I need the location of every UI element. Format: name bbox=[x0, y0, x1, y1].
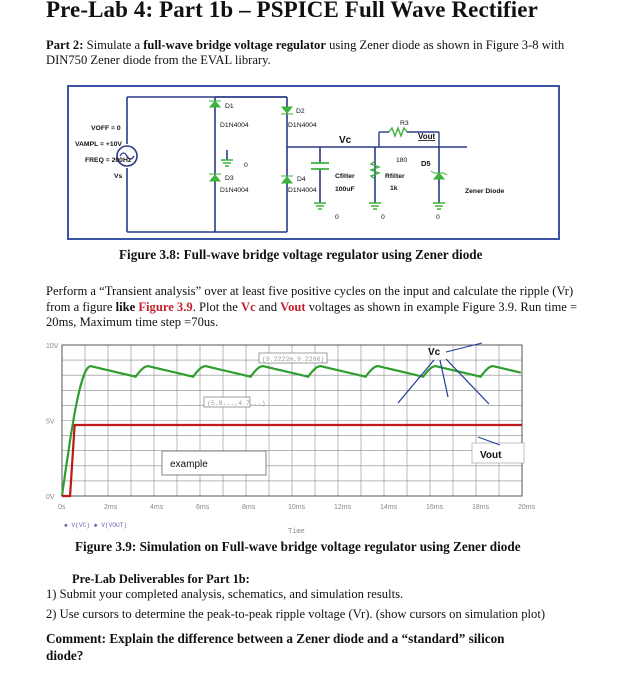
d4-part: D1N4004 bbox=[288, 187, 317, 194]
part2-text-b: using Zener diode as shown in Figure 3-8 with bbox=[325, 38, 565, 52]
instr-figure-ref: Figure 3.9 bbox=[138, 300, 193, 314]
y-tick-label: 0V bbox=[46, 494, 55, 501]
d1-part: D1N4004 bbox=[220, 122, 249, 129]
d2-ref: D2 bbox=[296, 108, 305, 115]
r3-value: 180 bbox=[396, 157, 408, 164]
plot-vc-label: Vc bbox=[428, 347, 441, 358]
zener-label: Zener Diode bbox=[465, 188, 505, 195]
d3-ref: D3 bbox=[225, 175, 234, 182]
x-tick-label: 8ms bbox=[242, 504, 256, 511]
source-vampl: VAMPL = +10V bbox=[75, 141, 122, 148]
capacitor-icon bbox=[311, 163, 329, 169]
source-freq: FREQ = 200Hz bbox=[85, 157, 132, 164]
d5-ref: D5 bbox=[421, 159, 431, 168]
resistor-r3-icon bbox=[389, 128, 407, 136]
node-vout-label: Vout bbox=[418, 132, 436, 141]
gnd3-label: 0 bbox=[436, 214, 440, 221]
simulation-plot bbox=[46, 341, 586, 537]
gnd1-label: 0 bbox=[335, 214, 339, 221]
plot-grid bbox=[62, 345, 522, 496]
instr-l2-d: voltages as shown in example Figure 3.9. Run time = bbox=[305, 300, 578, 314]
y-tick-label: 10V bbox=[46, 343, 59, 350]
d3-part: D1N4004 bbox=[220, 187, 249, 194]
instr-vout: Vout bbox=[280, 300, 306, 314]
x-tick-label: 20ms bbox=[518, 504, 536, 511]
x-tick-label: 6ms bbox=[196, 504, 210, 511]
source-voff: VOFF = 0 bbox=[91, 125, 121, 132]
cfilter-value: 100uF bbox=[335, 186, 355, 193]
instruction-line1: Perform a “Transient analysis” over at least five positive cycles on the input and calculate the ripple (Vr) bbox=[46, 284, 574, 298]
example-label: example bbox=[170, 459, 208, 470]
instruction-line2 bbox=[46, 300, 577, 316]
x-axis-label: Time bbox=[288, 528, 305, 536]
comment-line1: Comment: Explain the difference between a Zener diode and a “standard” silicon bbox=[46, 631, 505, 646]
deliverable-item-2: 2) Use cursors to determine the peak-to-peak ripple voltage (Vr). (show cursors on simulation plot) bbox=[46, 607, 546, 621]
d4-ref: D4 bbox=[297, 176, 306, 183]
gnd2-label: 0 bbox=[381, 214, 385, 221]
x-tick-label: 12ms bbox=[334, 504, 352, 511]
x-tick-label: 14ms bbox=[380, 504, 398, 511]
diode-d1-icon bbox=[210, 101, 220, 107]
diode-d2-icon bbox=[282, 107, 292, 113]
x-tick-label: 0s bbox=[58, 504, 66, 511]
instr-l2-c: and bbox=[255, 300, 281, 314]
ground-icons bbox=[221, 160, 445, 209]
r3-ref: R3 bbox=[400, 120, 409, 127]
cfilter-name: Cfilter bbox=[335, 173, 355, 180]
plot-vout-label: Vout bbox=[480, 450, 502, 461]
x-tick-label: 18ms bbox=[472, 504, 490, 511]
plot-legend: ◆ V(VC) ◆ V(VOUT) bbox=[64, 522, 128, 529]
figure-3-8-caption: Figure 3.8: Full-wave bridge voltage regulator using Zener diode bbox=[119, 247, 483, 262]
part2-text-a: Simulate a bbox=[83, 38, 144, 52]
source-name: Vs bbox=[114, 173, 123, 180]
instr-l2-b: . Plot the bbox=[192, 300, 241, 314]
page-title: Pre-Lab 4: Part 1b – PSPICE Full Wave Rectifier bbox=[46, 0, 538, 22]
figure-3-9-caption: Figure 3.9: Simulation on Full-wave bridge voltage regulator using Zener diode bbox=[75, 539, 521, 554]
x-tick-label: 10ms bbox=[288, 504, 306, 511]
node-vc-label: Vc bbox=[339, 135, 352, 146]
diode-d3-icon bbox=[210, 175, 220, 181]
cursor-box-2-text: (5.8...,4.7...) bbox=[207, 400, 266, 407]
instr-l2-a: from a figure bbox=[46, 300, 116, 314]
part2-line2: DIN750 Zener diode from the EVAL library. bbox=[46, 53, 271, 67]
instr-vc: Vc bbox=[240, 300, 256, 314]
diode-d4-icon bbox=[282, 177, 292, 183]
rfilter-value: 1k bbox=[390, 185, 398, 192]
part2-line1 bbox=[46, 38, 564, 54]
instr-like: like bbox=[115, 300, 136, 314]
y-tick-label: 5V bbox=[46, 418, 55, 426]
zener-d5-icon bbox=[434, 173, 444, 179]
d2-part: D1N4004 bbox=[288, 122, 317, 129]
x-tick-label: 2ms bbox=[104, 504, 118, 511]
d1-ref: D1 bbox=[225, 103, 234, 110]
part2-label: Part 2: bbox=[46, 38, 84, 52]
comment-line2: diode? bbox=[46, 648, 84, 663]
instruction-line3: 20ms, Maximum time step =70us. bbox=[46, 315, 219, 329]
deliverables-heading: Pre-Lab Deliverables for Part 1b: bbox=[72, 572, 250, 586]
x-tick-label: 16ms bbox=[426, 504, 444, 511]
deliverable-item-1: 1) Submit your completed analysis, schematics, and simulation results. bbox=[46, 587, 404, 601]
cursor-box-1-text: (9.2222m,9.2286) bbox=[262, 356, 325, 363]
rfilter-name: Rfilter bbox=[385, 173, 405, 180]
gnd-mid-label: 0 bbox=[244, 162, 248, 169]
part2-bold: full-wave bridge voltage regulator bbox=[143, 38, 326, 52]
x-tick-label: 4ms bbox=[150, 504, 164, 511]
schematic bbox=[67, 85, 560, 240]
